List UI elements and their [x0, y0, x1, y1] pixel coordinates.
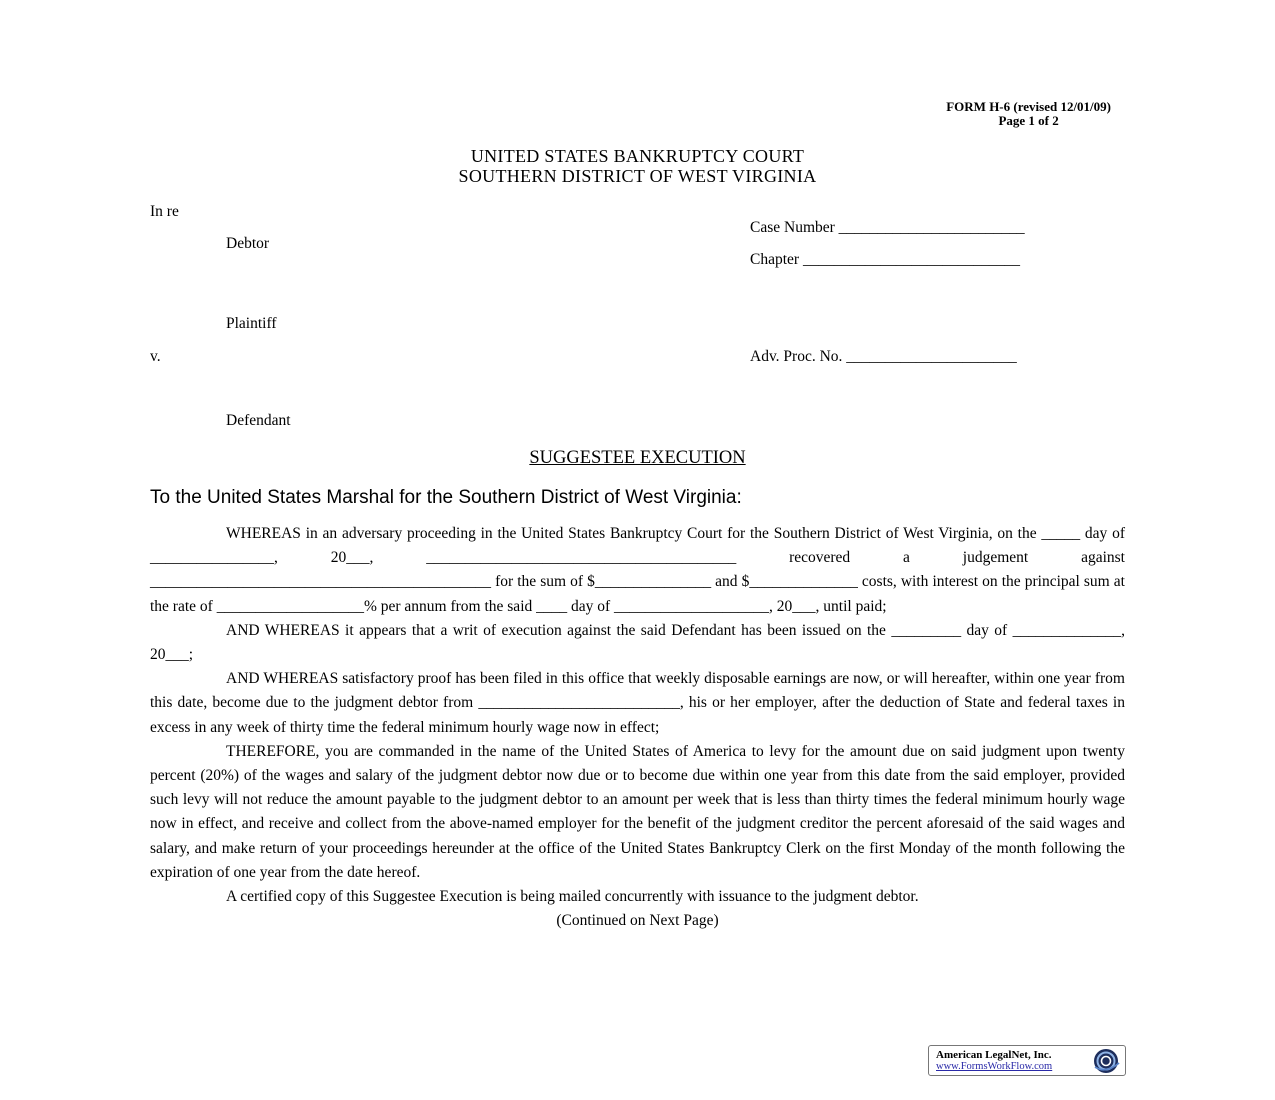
- paragraph-therefore: THEREFORE, you are commanded in the name of the United States of America to levy for the amount due on said judgment upon twenty percent (20%) of the wages and salary of the judgment debtor now due or to become due within one year from this date from the said employer, provided such levy will not reduce the amount payable to the judgment debtor to an amount per week that is less than thirty times the federal minimum hourly wage now in effect, and receive and collect from the above-named employer for the benefit of the judgment creditor the percent aforesaid of the said wages and salary, and make return of your proceedings hereunder at the office of the United States Bankruptcy Clerk on the first Monday of the month following the expiration of one year from the date hereof.: [150, 742, 1125, 881]
- page-number: Page 1 of 2: [998, 113, 1059, 128]
- paragraph-whereas-judgment: WHEREAS in an adversary proceeding in the United States Bankruptcy Court for the Southern District of West Virginia, on the _____ day of ________________, 20___, ________________________________________ recovered a judgement against ____________________________________________ for the sum of $_______________ and $______________ costs, with interest on the principal sum at the rate of ___________________% per annum from the said ____ day of ____________________, 20___, until paid;: [150, 525, 1125, 615]
- paragraph-certified-copy: A certified copy of this Suggestee Execution is being mailed concurrently with issuance to the judgment debtor.: [226, 888, 919, 906]
- defendant-label: Defendant: [226, 412, 291, 429]
- salutation: To the United States Marshal for the Southern District of West Virginia:: [150, 487, 742, 508]
- chapter-field[interactable]: Chapter ____________________________: [750, 251, 1020, 268]
- form-header: [946, 100, 1111, 128]
- adv-proc-field[interactable]: Adv. Proc. No. ______________________: [750, 348, 1017, 365]
- document-title: SUGGESTEE EXECUTION: [529, 448, 746, 468]
- body-text: [150, 522, 1125, 933]
- logo-url-link[interactable]: www.FormsWorkFlow.com: [936, 1061, 1053, 1072]
- debtor-label: Debtor: [226, 235, 270, 252]
- case-number-field[interactable]: Case Number ________________________: [750, 219, 1025, 236]
- court-name: UNITED STATES BANKRUPTCY COURT: [470, 146, 805, 166]
- versus-label: v.: [150, 348, 161, 365]
- in-re-label: In re: [150, 203, 179, 220]
- paragraph-whereas-writ: AND WHEREAS it appears that a writ of execution against the said Defendant has been issued on the _________ day of ______________, 20___;: [150, 621, 1125, 664]
- globe-logo-icon: [1089, 1047, 1123, 1075]
- plaintiff-label: Plaintiff: [226, 315, 277, 332]
- paragraph-whereas-earnings: AND WHEREAS satisfactory proof has been filed in this office that weekly disposable earnings are now, or will hereafter, within one year from this date, become due to the judgment debtor from __________________________, his or her employer, after the deduction of State and federal taxes in excess in any week of thirty time the federal minimum hourly wage now in effect;: [150, 670, 1125, 736]
- court-district: SOUTHERN DISTRICT OF WEST VIRGINIA: [458, 166, 817, 186]
- legalnet-logo[interactable]: [928, 1045, 1126, 1076]
- logo-company: American LegalNet, Inc.: [936, 1049, 1052, 1061]
- continued-note: (Continued on Next Page): [556, 912, 719, 930]
- form-id: FORM H-6 (revised 12/01/09): [946, 99, 1111, 114]
